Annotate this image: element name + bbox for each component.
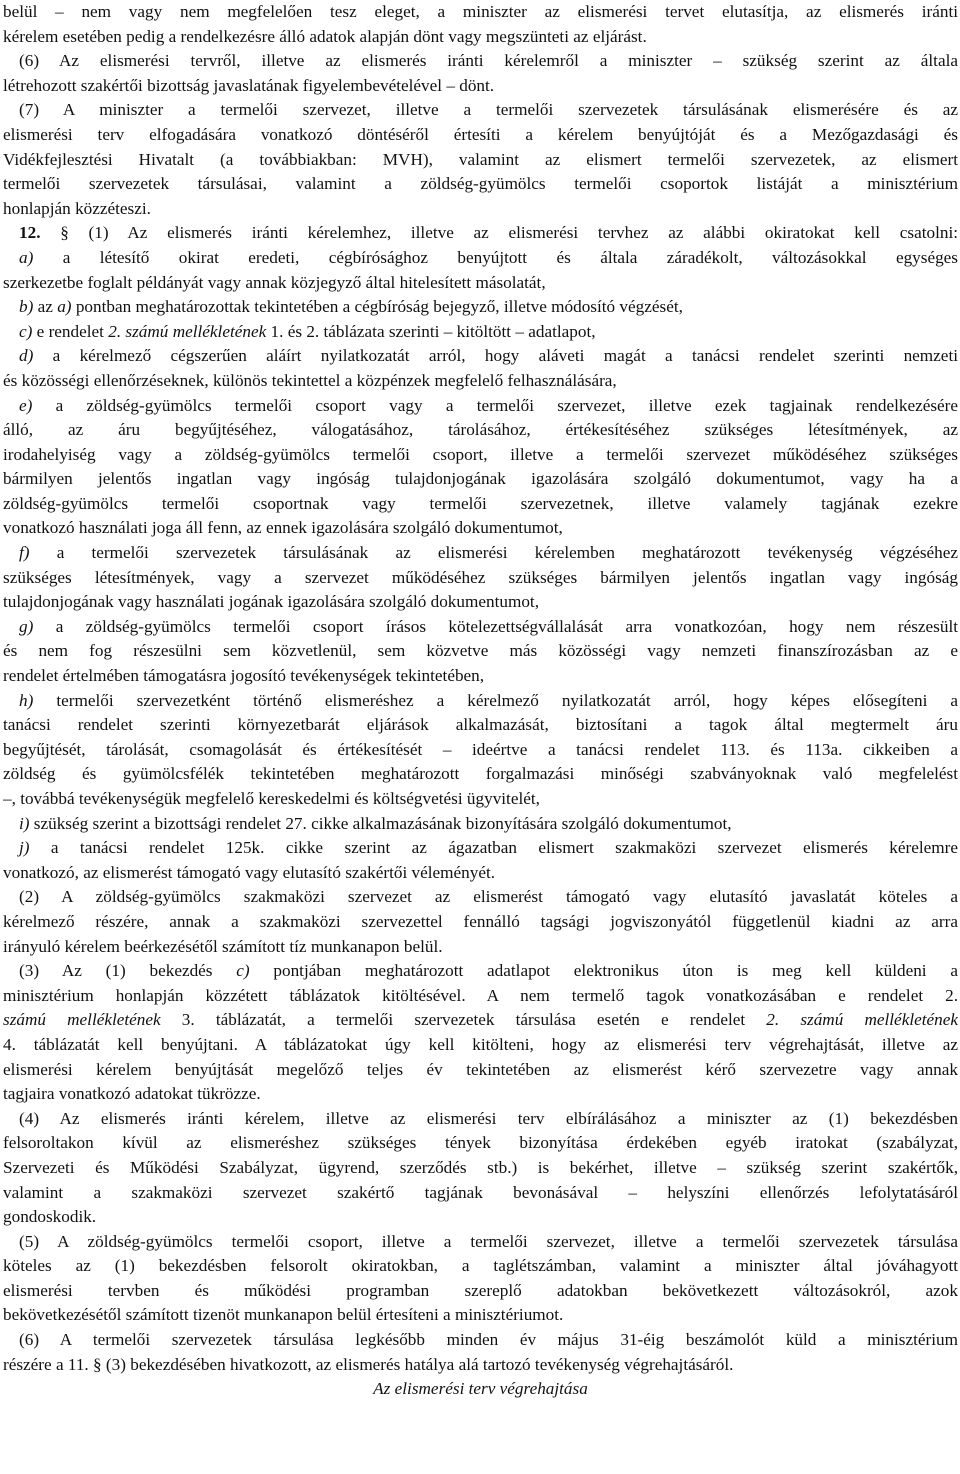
text-line (3, 123, 958, 148)
line-text: elismerési kérelem benyújtását megelőző teljes év tekintetében az elismerést kérő szervezetre vagy annak (3, 1059, 958, 1079)
text-line (3, 541, 958, 566)
line-text: szükség szerint a bizottsági rendelet 27. cikke alkalmazásának bizonyítására szolgáló dokumentumot, (29, 813, 732, 833)
line-text: valamint a szakmaközi szervezet szakértő tagjának bevonásával – helyszíni ellenőrzés lefolytatásáról (3, 1182, 958, 1202)
text-line (3, 590, 958, 615)
text-line (3, 320, 958, 345)
text-line (3, 1254, 958, 1279)
line-text: (2) A zöldség-gyümölcs szakmaközi szervezet az elismerést támogató vagy elutasító javaslatát köteles a (19, 887, 958, 907)
italic-text: h) (19, 690, 34, 710)
text-line (3, 344, 958, 369)
italic-text: a) (57, 297, 72, 317)
line-text: elismerési tervben és működési programban szereplő adatokban bekövetkezett változásokról, azok (3, 1280, 958, 1300)
text-line (3, 1181, 958, 1206)
line-text: 1. és 2. táblázata szerinti – kitöltött – adatlapot, (266, 321, 596, 341)
line-text: (6) A termelői szervezetek társulása legkésőbb minden év május 31-éig beszámolót küld a minisztérium (19, 1330, 958, 1350)
line-text: tanácsi rendelet szerinti környezetbarát eljárások alkalmazását, biztosítani a tagok által megtermelt áru (3, 715, 958, 735)
text-line (3, 639, 958, 664)
line-text: a tanácsi rendelet 125k. cikke szerint az ágazatban elismert szakmaközi szervezet elismerés kérelemre (29, 838, 958, 858)
text-line (3, 25, 958, 50)
text-line (3, 984, 958, 1009)
line-text: kérelem esetében pedig a rendelkezésre álló adatok alapján dönt vagy megszünteti az eljárást. (3, 26, 647, 46)
text-line (3, 689, 958, 714)
text-line (3, 295, 958, 320)
text-line (3, 467, 958, 492)
text-line (3, 271, 958, 296)
line-text: Szervezeti és Működési Szabályzat, ügyrend, szerződés stb.) is bekérhet, illetve – szükség szerint szakértők, (3, 1157, 958, 1177)
text-line (3, 713, 958, 738)
line-text: (6) Az elismerési tervről, illetve az elismerés iránti kérelemről a miniszter – szükség szerint az általa (19, 51, 958, 71)
italic-text: számú mellékletének (3, 1010, 161, 1030)
line-text: és közösségi ellenőrzéseknek, különös tekintettel a közpénzek megfelelő felhasználására, (3, 370, 617, 390)
line-text: termelői szervezetek társulásai, valamint a zöldség-gyümölcs termelői csoportok listáját a minisztérium (3, 174, 958, 194)
line-text: begyűjtését, tárolását, csomagolását és értékesítését – ideértve a tanácsi rendelet 113. és 113a. cikkeiben a (3, 739, 958, 759)
text-line (3, 1156, 958, 1181)
text-line (3, 1303, 958, 1328)
text-line (3, 49, 958, 74)
line-text: létrehozott szakértői bizottság javaslatának figyelembevételével – dönt. (3, 75, 495, 95)
text-line (3, 0, 958, 25)
section-number: 12. (19, 223, 61, 243)
italic-text: d) (19, 346, 34, 366)
line-text: szerkezetbe foglalt példányát vagy annak közjegyző által hitelesített másolatát, (3, 272, 546, 292)
line-text: bekövetkezésétől számított tizenöt munkanapon belül értesíteni a minisztériumot. (3, 1305, 564, 1325)
line-text: termelői szervezetként történő elismeréshez a kérelmező nyilatkozatát arról, hogy képes elősegíteni a (33, 690, 958, 710)
text-line (3, 959, 958, 984)
text-line (3, 1107, 958, 1132)
text-line (3, 1082, 958, 1107)
text-line (3, 861, 958, 886)
line-text: (7) A miniszter a termelői szervezet, illetve a termelői szervezetek társulásának elismerésére és az (19, 100, 958, 120)
text-line (3, 1058, 958, 1083)
text-line (3, 172, 958, 197)
text-line (3, 1230, 958, 1255)
italic-text: Az elismerési terv végrehajtása (373, 1379, 588, 1399)
italic-text: g) (19, 616, 34, 636)
text-line (3, 197, 958, 222)
italic-text: b) (19, 297, 34, 317)
line-text: vonatkozó, az elismerést támogató vagy elutasító szakértői véleményét. (3, 862, 496, 882)
line-text: álló, az áru begyűjtéséhez, válogatásához, tárolásához, értékesítéséhez szükséges létesítmények, az (3, 420, 958, 440)
line-text: irányuló kérelem beérkezésétől számított tíz munkanapon belül. (3, 936, 443, 956)
italic-text: c) (236, 961, 250, 981)
line-text: tagjaira vonatkozó adatokat tükrözze. (3, 1084, 261, 1104)
text-line (3, 1033, 958, 1058)
italic-text: f) (19, 543, 30, 563)
text-line (3, 615, 958, 640)
text-line (3, 1353, 958, 1378)
line-text: rendelet értelmében támogatásra jogosító tevékenységek tekintetében, (3, 666, 485, 686)
line-text: honlapján közzéteszi. (3, 198, 151, 218)
text-line (3, 664, 958, 689)
line-text: (5) A zöldség-gyümölcs termelői csoport, illetve a termelői szervezet, illetve a termelői szervezetek társulása (19, 1231, 958, 1251)
text-line (3, 221, 958, 246)
line-text: a termelői szervezetek társulásának az elismerési kérelemben meghatározott tevékenység végzéséhez (29, 543, 958, 563)
italic-text: c) (19, 321, 33, 341)
line-text: az (33, 297, 58, 317)
line-text: –, továbbá tevékenységük megfelelő kereskedelmi és költségvetési ügyvitelét, (3, 789, 540, 808)
line-text: gondoskodik. (3, 1207, 97, 1227)
text-line (3, 885, 958, 910)
italic-text: j) (19, 838, 30, 858)
text-line (3, 935, 958, 960)
line-text: e rendelet (32, 321, 109, 341)
text-line (3, 787, 958, 812)
text-line (3, 812, 958, 837)
text-line (3, 1131, 958, 1156)
line-text: és nem fog részesülni sem közvetlenül, sem közvetve más közösségi vagy nemzeti finanszírozásban az e (3, 641, 958, 661)
line-text: kérelmező részére, annak a szakmaközi szervezettel fennálló tagsági jogviszonyától függetlenül kiadni az arra (3, 911, 958, 931)
line-text: a kérelmező cégszerűen aláírt nyilatkozatát arról, hogy aláveti magát a tanácsi rendelet szerinti nemzeti (33, 346, 958, 366)
line-text: szükséges létesítmények, vagy a szervezet működéséhez szükséges bármilyen jelentős ingatlan vagy ingóság (3, 567, 958, 587)
line-text: § (1) Az elismerés iránti kérelemhez, illetve az elismerési tervhez az alábbi okiratokat kell csatolni: (60, 223, 958, 243)
line-text: köteles az (1) bekezdésben felsorolt okiratokban, a taglétszámban, valamint a miniszter által jóváhagyott (3, 1256, 958, 1276)
text-line (3, 910, 958, 935)
text-line (3, 246, 958, 271)
text-line (3, 148, 958, 173)
document-body (3, 0, 958, 1402)
text-line (3, 74, 958, 99)
text-line (3, 1328, 958, 1353)
line-text: pontjában meghatározott adatlapot elektronikus úton is meg kell küldeni a (249, 961, 958, 981)
text-line (3, 836, 958, 861)
line-text: a zöldség-gyümölcs termelői csoport vagy a termelői szervezet, illetve ezek tagjainak rendelkezésére (32, 395, 958, 415)
text-line (3, 516, 958, 541)
line-text: irodahelyiség vagy a zöldség-gyümölcs termelői csoport, illetve a termelői szervezet működéséhez szükséges (3, 444, 958, 464)
line-text: Vidékfejlesztési Hivatalt (a továbbiakban: MVH), valamint az elismert termelői szervezetek, az elismert (3, 149, 958, 169)
text-line (3, 566, 958, 591)
italic-text: 2. számú mellékletének (108, 321, 267, 341)
section-heading (3, 1377, 958, 1402)
text-line (3, 738, 958, 763)
line-text: zöldség-gyümölcs termelői csoportnak vagy termelői szervezetnek, illetve valamely tagjának ezekre (3, 493, 958, 513)
line-text: (3) Az (1) bekezdés (19, 961, 237, 981)
italic-text: a) (19, 247, 34, 267)
italic-text: 2. számú mellékletének (766, 1010, 958, 1030)
line-text: 3. táblázatát, a termelői szervezetek társulása esetén e rendelet (160, 1010, 767, 1030)
line-text: elismerési terv elfogadására vonatkozó döntéséről értesíti a kérelem benyújtóját és a Mezőgazdasági és (3, 124, 958, 144)
line-text: vonatkozó használati joga áll fenn, az ennek igazolására szolgáló dokumentumot, (3, 518, 563, 538)
text-line (3, 394, 958, 419)
line-text: (4) Az elismerés iránti kérelem, illetve az elismerési terv elbírálásához a miniszter az (1) bekezdésben (19, 1108, 958, 1128)
text-line (3, 98, 958, 123)
text-line (3, 443, 958, 468)
italic-text: e) (19, 395, 33, 415)
text-line (3, 762, 958, 787)
line-text: pontban meghatározottak tekintetében a cégbíróság bejegyző, illetve módosító végzését, (71, 297, 683, 317)
line-text: bármilyen jelentős ingatlan vagy ingóság tulajdonjogának igazolására szolgáló dokumentumot, vagy ha a (3, 469, 958, 489)
text-line (3, 1205, 958, 1230)
text-line (3, 492, 958, 517)
line-text: 4. táblázatát kell benyújtani. A táblázatokat úgy kell kitölteni, hogy az elismerési terv végrehajtását, illetve az (3, 1034, 958, 1054)
text-line (3, 1279, 958, 1304)
text-line (3, 1008, 958, 1033)
line-text: részére a 11. § (3) bekezdésében hivatkozott, az elismerés hatálya alá tartozó tevékenység végrehajtásáról. (3, 1354, 734, 1374)
line-text: belül – nem vagy nem megfelelően tesz eleget, a miniszter az elismerési tervet elutasítja, az elismerés iránti (3, 2, 958, 21)
text-line (3, 418, 958, 443)
line-text: zöldség és gyümölcsfélék tekintetében meghatározott forgalmazási minőségi szabványoknak való megfelelést (3, 764, 958, 784)
text-line (3, 369, 958, 394)
line-text: minisztérium honlapján közzétett táblázatok kitöltésével. A nem termelő tagok vonatkozásában e rendelet 2. (3, 985, 958, 1005)
line-text: felsoroltakon kívül az elismeréshez szükséges tények bizonyítása érdekében egyéb iratokat (szabályzat, (3, 1133, 958, 1153)
line-text: tulajdonjogának vagy használati jogának igazolására szolgáló dokumentumot, (3, 592, 539, 612)
line-text: a létesítő okirat eredeti, cégbírósághoz benyújtott és általa záradékolt, változásokkal egységes (33, 247, 958, 267)
line-text: a zöldség-gyümölcs termelői csoport írásos kötelezettségvállalását arra vonatkozóan, hogy nem részesült (33, 616, 958, 636)
italic-text: i) (19, 813, 30, 833)
